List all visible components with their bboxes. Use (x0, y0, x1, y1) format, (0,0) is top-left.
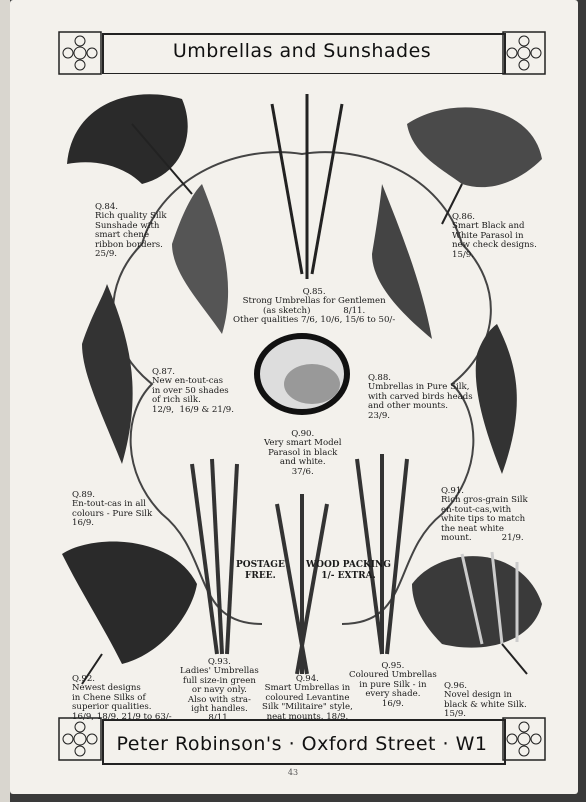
umbrella-q93-icon (192, 459, 237, 654)
caption-q88: Q.88. Umbrellas in Pure Silk, with carved birds heads and other mounts. 23/9. (368, 373, 473, 421)
parasol-q96-icon (412, 552, 542, 674)
header-banner (58, 31, 546, 81)
caption-q86: Q.86. Smart Black and White Parasol in new check designs. 15/9. (452, 212, 537, 260)
caption-q84: Q.84. Rich quality Silk Sunshade with smart chené ribbon borders. 25/9. (95, 202, 167, 260)
umbrella-q95-icon (357, 454, 407, 654)
caption-q96: Q.96. Novel design in black & white Silk. 15/9. (444, 681, 527, 720)
page-edge (0, 0, 10, 802)
caption-q89: Q.89. En-tout-cas in all colours - Pure Silk 16/9. (72, 490, 153, 529)
footer-banner (58, 715, 546, 767)
caption-q95: Q.95. Coloured Umbrellas in pure Silk - in every shade. 16/9. (349, 661, 437, 709)
page-title: Umbrellas and Sunshades (172, 40, 432, 62)
caption-q92: Q.92. Newest designs in Chene Silks of superior qualities. 16/9, 18/9, 21/9 to 63/- (72, 674, 172, 722)
footer-title: Peter Robinson's · Oxford Street · W1 (116, 733, 488, 755)
caption-q90: Q.90. Very smart Model Parasol in black and white. 37/6. (264, 429, 342, 477)
packing-note: WOOD PACKING 1/- EXTRA. (306, 560, 391, 581)
flower-ornament-icon (502, 717, 546, 761)
caption-q91: Q.91. Rich gros-grain Silk en-tout-cas,with white tips to match the neat white mount. 21/9. (441, 486, 528, 544)
umbrella-q94-icon (277, 494, 327, 674)
umbrella-q92-icon (62, 542, 197, 684)
parasol-q90-icon (257, 336, 347, 412)
umbrella-q91-icon (476, 324, 517, 474)
umbrella-q89-icon (82, 284, 133, 464)
page-number: 43 (287, 768, 299, 777)
flower-ornament-icon (502, 31, 546, 75)
umbrella-q87-icon (172, 184, 228, 334)
caption-q85: Q.85. Strong Umbrellas for Gentlemen (as sketch) 8/11. Other qualities 7/6, 10/6, 15/6 to 50/- (233, 287, 396, 326)
caption-q87: Q.87. New en-tout-cas in over 50 shades of rich silk. 12/9, 16/9 & 21/9. (152, 367, 234, 415)
parasol-q86-icon (407, 107, 542, 224)
umbrella-q85-icon (272, 94, 342, 279)
postage-note: POSTAGE FREE. (236, 560, 285, 581)
sunshade-q84-icon (67, 94, 192, 194)
caption-q94: Q.94. Smart Umbrellas in coloured Levantine Silk "Militaire" style, neat mounts. 18/9. (262, 674, 353, 722)
caption-q93: Q.93. Ladies' Umbrellas full size-in green or navy only. Also with stra- ight handles. 8/11. (180, 657, 259, 724)
